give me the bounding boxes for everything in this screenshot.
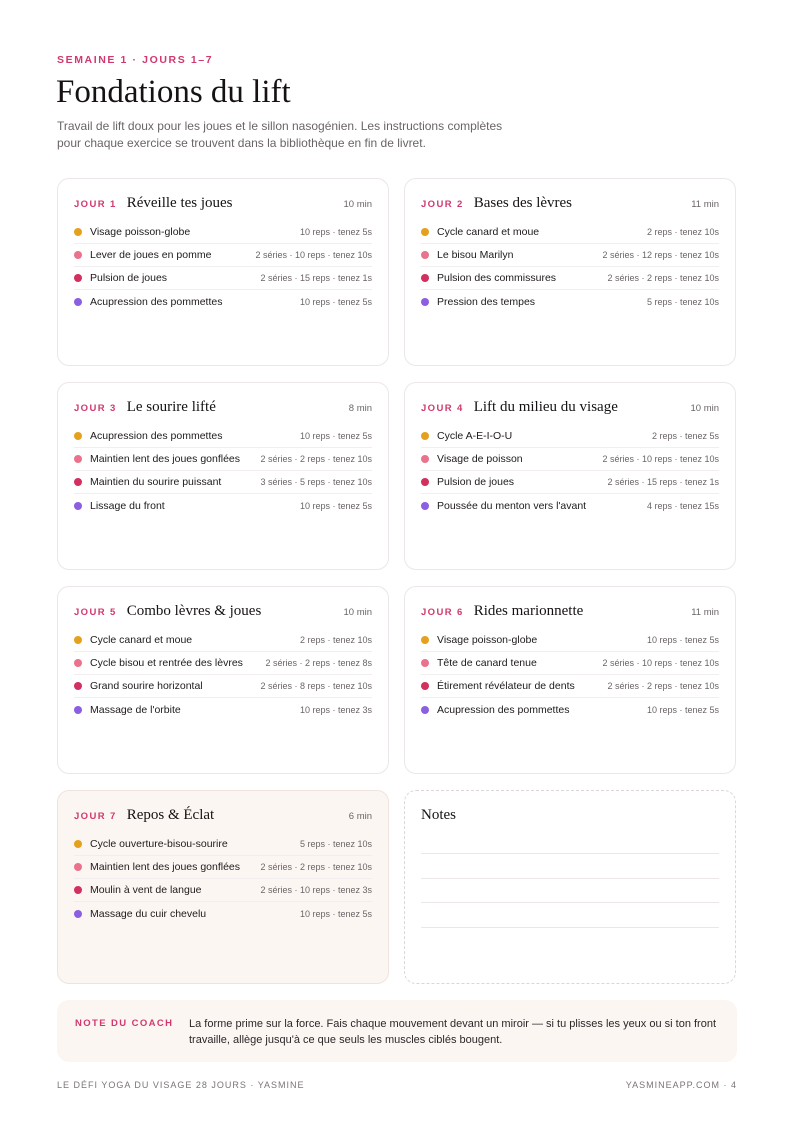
day-title: Bases des lèvres	[473, 195, 573, 211]
orange-dot-icon	[421, 228, 429, 236]
day-card-5	[57, 586, 389, 774]
day-tag: JOUR 1	[74, 199, 117, 210]
exercise-row	[74, 425, 372, 448]
purple-dot-icon	[74, 910, 82, 918]
exercise-name: Poussée du menton vers l'avant	[437, 499, 587, 512]
day-tag: JOUR 6	[421, 607, 464, 618]
exercise-dose: 10 reps · tenez 5s	[299, 908, 372, 919]
exercise-row	[421, 448, 719, 471]
pink-dot-icon	[421, 659, 429, 667]
exercise-list	[421, 425, 719, 517]
exercise-dose: 2 séries · 10 reps · tenez 3s	[260, 885, 372, 895]
exercise-name: Massage du cuir chevelu	[90, 907, 207, 920]
exercise-dose: 5 reps · tenez 10s	[299, 839, 372, 849]
day-card-4	[404, 382, 736, 570]
day-duration: 10 min	[343, 607, 372, 618]
pink-dot-icon	[74, 863, 82, 871]
exercise-name: Visage poisson-globe	[437, 634, 538, 646]
exercise-row	[421, 244, 719, 267]
exercise-row	[74, 494, 372, 517]
day-duration: 10 min	[690, 403, 719, 414]
exercise-row	[74, 902, 372, 925]
exercise-name: Lissage du front	[90, 499, 165, 512]
exercise-row	[74, 629, 372, 652]
exercise-name: Maintien du sourire puissant	[90, 476, 222, 488]
purple-dot-icon	[421, 706, 429, 714]
purple-dot-icon	[421, 502, 429, 510]
crimson-dot-icon	[421, 478, 429, 486]
exercise-name: Acupression des pommettes	[437, 703, 570, 716]
exercise-list	[74, 833, 372, 925]
exercise-dose: 10 reps · tenez 3s	[299, 704, 372, 715]
exercise-dose: 2 séries · 8 reps · tenez 10s	[260, 681, 372, 691]
exercise-name: Acupression des pommettes	[90, 295, 223, 308]
note-line	[421, 902, 719, 903]
exercise-dose: 2 séries · 10 reps · tenez 10s	[602, 658, 719, 668]
exercise-name: Massage de l'orbite	[90, 703, 181, 716]
crimson-dot-icon	[74, 274, 82, 282]
exercise-dose: 2 reps · tenez 10s	[646, 227, 719, 237]
exercise-name: Cycle A-E-I-O-U	[437, 430, 513, 442]
exercise-row	[74, 833, 372, 856]
pink-dot-icon	[74, 251, 82, 259]
exercise-name: Cycle bisou et rentrée des lèvres	[90, 657, 243, 669]
exercise-dose: 4 reps · tenez 15s	[646, 500, 719, 511]
exercise-row	[421, 267, 719, 290]
day-card-7	[57, 790, 389, 984]
day-card-3	[57, 382, 389, 570]
exercise-name: Acupression des pommettes	[90, 430, 223, 442]
coach-note	[57, 1000, 737, 1062]
exercise-name: Tête de canard tenue	[437, 657, 537, 669]
footer-page-number: YASMINEAPP.COM · 4	[625, 1080, 737, 1090]
exercise-name: Cycle canard et moue	[90, 634, 193, 646]
exercise-dose: 2 séries · 15 reps · tenez 1s	[260, 273, 372, 283]
purple-dot-icon	[74, 502, 82, 510]
exercise-dose: 10 reps · tenez 5s	[299, 227, 372, 237]
exercise-row	[74, 652, 372, 675]
day-tag: JOUR 2	[421, 199, 464, 210]
coach-text: La forme prime sur la force. Fais chaque mouvement devant un miroir — si tu plisses les yeux ou si ton front travaille, allège jusqu'à ce que seuls les muscles ciblés bougent.	[189, 1018, 717, 1046]
intro-text: Travail de lift doux pour les joues et le sillon nasogénien. Les instructions complètes pour chaque exercice se trouvent dans la bibliothèque en fin de livret.	[57, 119, 503, 150]
exercise-name: Pulsion de joues	[90, 272, 168, 284]
exercise-row	[74, 244, 372, 267]
orange-dot-icon	[74, 840, 82, 848]
exercise-list	[74, 629, 372, 721]
note-line	[421, 878, 719, 879]
exercise-row	[421, 425, 719, 448]
day-title: Combo lèvres & joues	[126, 603, 262, 619]
pink-dot-icon	[421, 455, 429, 463]
exercise-name: Le bisou Marilyn	[437, 249, 514, 261]
exercise-row	[74, 290, 372, 313]
exercise-row	[421, 698, 719, 721]
exercise-name: Moulin à vent de langue	[90, 884, 202, 896]
exercise-name: Grand sourire horizontal	[90, 680, 203, 692]
exercise-dose: 3 séries · 5 reps · tenez 10s	[260, 477, 372, 487]
week-kicker: SEMAINE 1 · JOURS 1–7	[57, 54, 214, 66]
exercise-row	[421, 675, 719, 698]
day-duration: 8 min	[348, 403, 372, 414]
exercise-row	[421, 494, 719, 517]
day-duration: 11 min	[691, 199, 719, 210]
orange-dot-icon	[421, 636, 429, 644]
day-duration: 11 min	[691, 607, 719, 618]
exercise-dose: 2 séries · 10 reps · tenez 10s	[255, 250, 372, 260]
day-title: Repos & Éclat	[126, 807, 215, 823]
day-duration: 10 min	[343, 199, 372, 210]
day-title: Le sourire lifté	[126, 399, 216, 415]
crimson-dot-icon	[421, 682, 429, 690]
exercise-row	[74, 267, 372, 290]
exercise-name: Pulsion des commissures	[437, 272, 557, 284]
exercise-name: Pulsion de joues	[437, 476, 515, 488]
exercise-row	[421, 629, 719, 652]
purple-dot-icon	[74, 298, 82, 306]
note-line	[421, 853, 719, 854]
exercise-dose: 2 séries · 2 reps · tenez 10s	[607, 681, 719, 691]
exercise-list	[74, 425, 372, 517]
pink-dot-icon	[74, 455, 82, 463]
exercise-dose: 2 séries · 2 reps · tenez 10s	[607, 273, 719, 283]
exercise-row	[74, 448, 372, 471]
exercise-row	[421, 471, 719, 494]
exercise-name: Étirement révélateur de dents	[437, 680, 575, 692]
pink-dot-icon	[74, 659, 82, 667]
exercise-dose: 10 reps · tenez 5s	[299, 431, 372, 441]
exercise-row	[421, 221, 719, 244]
exercise-dose: 5 reps · tenez 10s	[646, 296, 719, 307]
purple-dot-icon	[421, 298, 429, 306]
exercise-row	[421, 290, 719, 313]
exercise-name: Cycle canard et moue	[437, 226, 540, 238]
note-line	[421, 927, 719, 928]
exercise-dose: 10 reps · tenez 5s	[646, 704, 719, 715]
exercise-row	[74, 221, 372, 244]
exercise-row	[74, 879, 372, 902]
exercise-dose: 2 séries · 10 reps · tenez 10s	[602, 454, 719, 464]
exercise-row	[74, 698, 372, 721]
orange-dot-icon	[74, 432, 82, 440]
exercise-dose: 2 reps · tenez 10s	[299, 635, 372, 645]
day-title: Réveille tes joues	[126, 195, 233, 211]
crimson-dot-icon	[421, 274, 429, 282]
exercise-dose: 2 séries · 2 reps · tenez 10s	[260, 862, 372, 872]
exercise-row	[421, 652, 719, 675]
exercise-list	[421, 629, 719, 721]
day-tag: JOUR 5	[74, 607, 117, 618]
exercise-list	[74, 221, 372, 313]
exercise-row	[74, 471, 372, 494]
orange-dot-icon	[74, 228, 82, 236]
pink-dot-icon	[421, 251, 429, 259]
exercise-dose: 2 séries · 2 reps · tenez 8s	[265, 658, 372, 668]
day-card-6	[404, 586, 736, 774]
notes-title: Notes	[421, 807, 456, 823]
day-card-2	[404, 178, 736, 366]
exercise-row	[74, 675, 372, 698]
exercise-name: Maintien lent des joues gonflées	[90, 453, 241, 465]
day-title: Lift du milieu du visage	[473, 399, 618, 415]
exercise-list	[421, 221, 719, 313]
day-tag: JOUR 4	[421, 403, 464, 414]
exercise-dose: 2 séries · 2 reps · tenez 10s	[260, 454, 372, 464]
day-card-1	[57, 178, 389, 366]
crimson-dot-icon	[74, 682, 82, 690]
exercise-dose: 10 reps · tenez 5s	[646, 635, 719, 645]
exercise-dose: 2 reps · tenez 5s	[651, 431, 719, 441]
purple-dot-icon	[74, 706, 82, 714]
orange-dot-icon	[421, 432, 429, 440]
exercise-name: Visage de poisson	[437, 453, 523, 465]
exercise-dose: 2 séries · 15 reps · tenez 1s	[607, 477, 719, 487]
day-duration: 6 min	[348, 811, 372, 822]
day-tag: JOUR 7	[74, 811, 117, 822]
exercise-dose: 2 séries · 12 reps · tenez 10s	[602, 250, 719, 260]
crimson-dot-icon	[74, 478, 82, 486]
coach-label: NOTE DU COACH	[75, 1018, 174, 1029]
exercise-name: Pression des tempes	[437, 295, 536, 308]
day-title: Rides marionnette	[473, 603, 584, 619]
day-tag: JOUR 3	[74, 403, 117, 414]
page-title: Fondations du lift	[56, 74, 291, 110]
exercise-dose: 10 reps · tenez 5s	[299, 500, 372, 511]
crimson-dot-icon	[74, 886, 82, 894]
exercise-name: Maintien lent des joues gonflées	[90, 861, 241, 873]
exercise-name: Lever de joues en pomme	[90, 249, 212, 261]
footer-book-title: LE DÉFI YOGA DU VISAGE 28 JOURS · YASMINE	[57, 1080, 305, 1090]
exercise-row	[74, 856, 372, 879]
exercise-name: Visage poisson-globe	[90, 226, 191, 238]
notes-card	[404, 790, 736, 984]
exercise-name: Cycle ouverture-bisou-sourire	[90, 838, 228, 850]
orange-dot-icon	[74, 636, 82, 644]
exercise-dose: 10 reps · tenez 5s	[299, 296, 372, 307]
